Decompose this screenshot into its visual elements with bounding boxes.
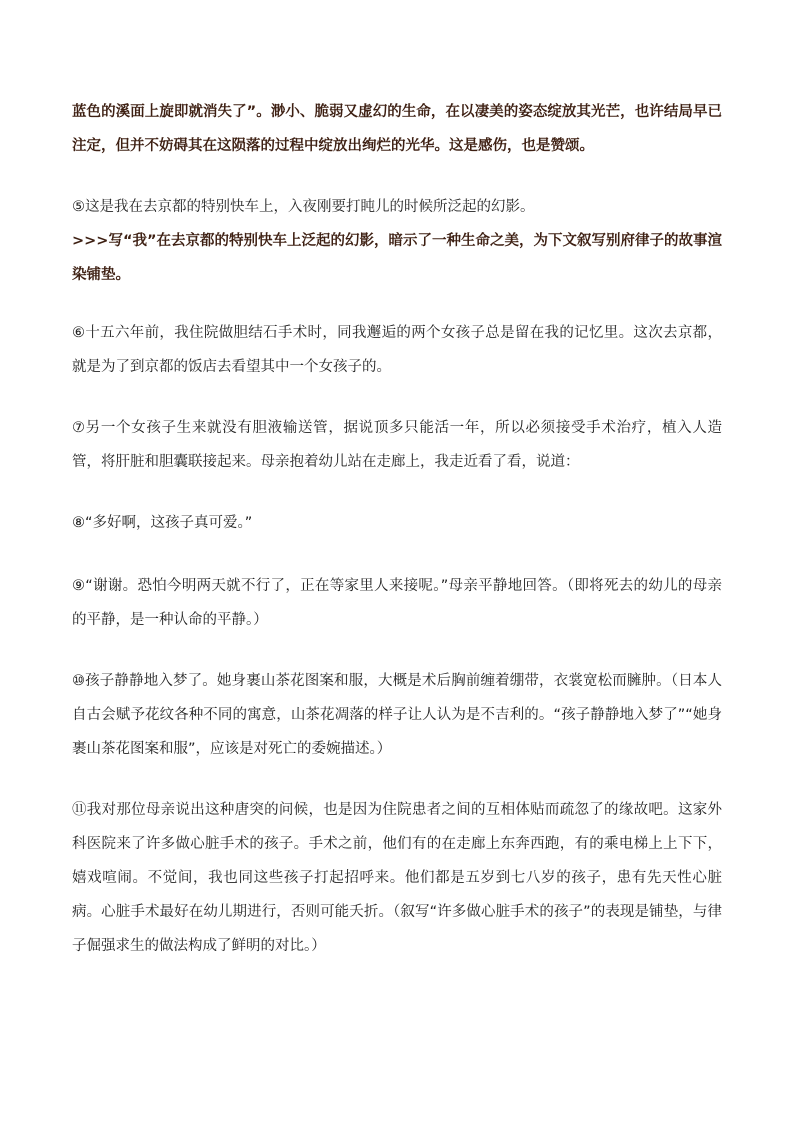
paragraph-8: ⑧“多好啊，这孩子真可爱。”	[72, 515, 253, 531]
paragraph-7: ⑦另一个女孩子生来就没有胆液输送管，据说顶多只能活一年，所以必须接受手术治疗，植入人造管，将肝脏和胆囊联接起来。母亲抱着幼儿站在走廊上，我走近看了看，说道：	[72, 420, 722, 470]
paragraph-5: ⑤这是我在去京都的特别快车上，入夜刚要打盹儿的时候所泛起的幻影。	[72, 199, 535, 215]
paragraph-6: ⑥十五六年前，我住院做胆结石手术时，同我邂逅的两个女孩子总是留在我的记忆里。这次去京都，就是为了到京都的饭店去看望其中一个女孩子的。	[72, 325, 722, 375]
paragraph-9: ⑨“谢谢。恐怕今明两天就不行了，正在等家里人来接呢。”母亲平静地回答。（即将死去的幼儿的母亲的平静，是一种认命的平静。）	[72, 578, 722, 628]
paragraph-10: ⑩孩子静静地入梦了。她身裹山茶花图案和服，大概是术后胸前缠着绷带，衣裳宽松而臃肿。（日本人自古会赋予花纹各种不同的寓意，山茶花凋落的样子让人认为是不吉利的。“孩子静静地入梦了”“她身裹山茶花图案和服”，应该是对死亡的委婉描述。）	[72, 673, 722, 757]
annotation-paragraph-intro: 蓝色的溪面上旋即就消失了”。渺小、脆弱又虚幻的生命，在以凄美的姿态绽放其光芒，也许结局早已注定，但并不妨碍其在这陨落的过程中绽放出绚烂的光华。这是感伤，也是赞颂。	[72, 104, 722, 154]
paragraph-11: ⑪我对那位母亲说出这种唐突的问候，也是因为住院患者之间的互相体贴而疏忽了的缘故吧。这家外科医院来了许多做心脏手术的孩子。手术之前，他们有的在走廊上东奔西跑，有的乘电梯上上下下，嬉戏喧闹。不觉间，我也同这些孩子打起招呼来。他们都是五岁到七八岁的孩子，患有先天性心脏病。心脏手术最好在幼儿期进行，否则可能夭折。（叙写“许多做心脏手术的孩子”的表现是铺垫，与律子倔强求生的做法构成了鲜明的对比。）	[72, 802, 722, 954]
annotation-paragraph-5: >>>写“我”在去京都的特别快车上泛起的幻影，暗示了一种生命之美，为下文叙写别府律子的故事渲染铺垫。	[72, 233, 723, 283]
